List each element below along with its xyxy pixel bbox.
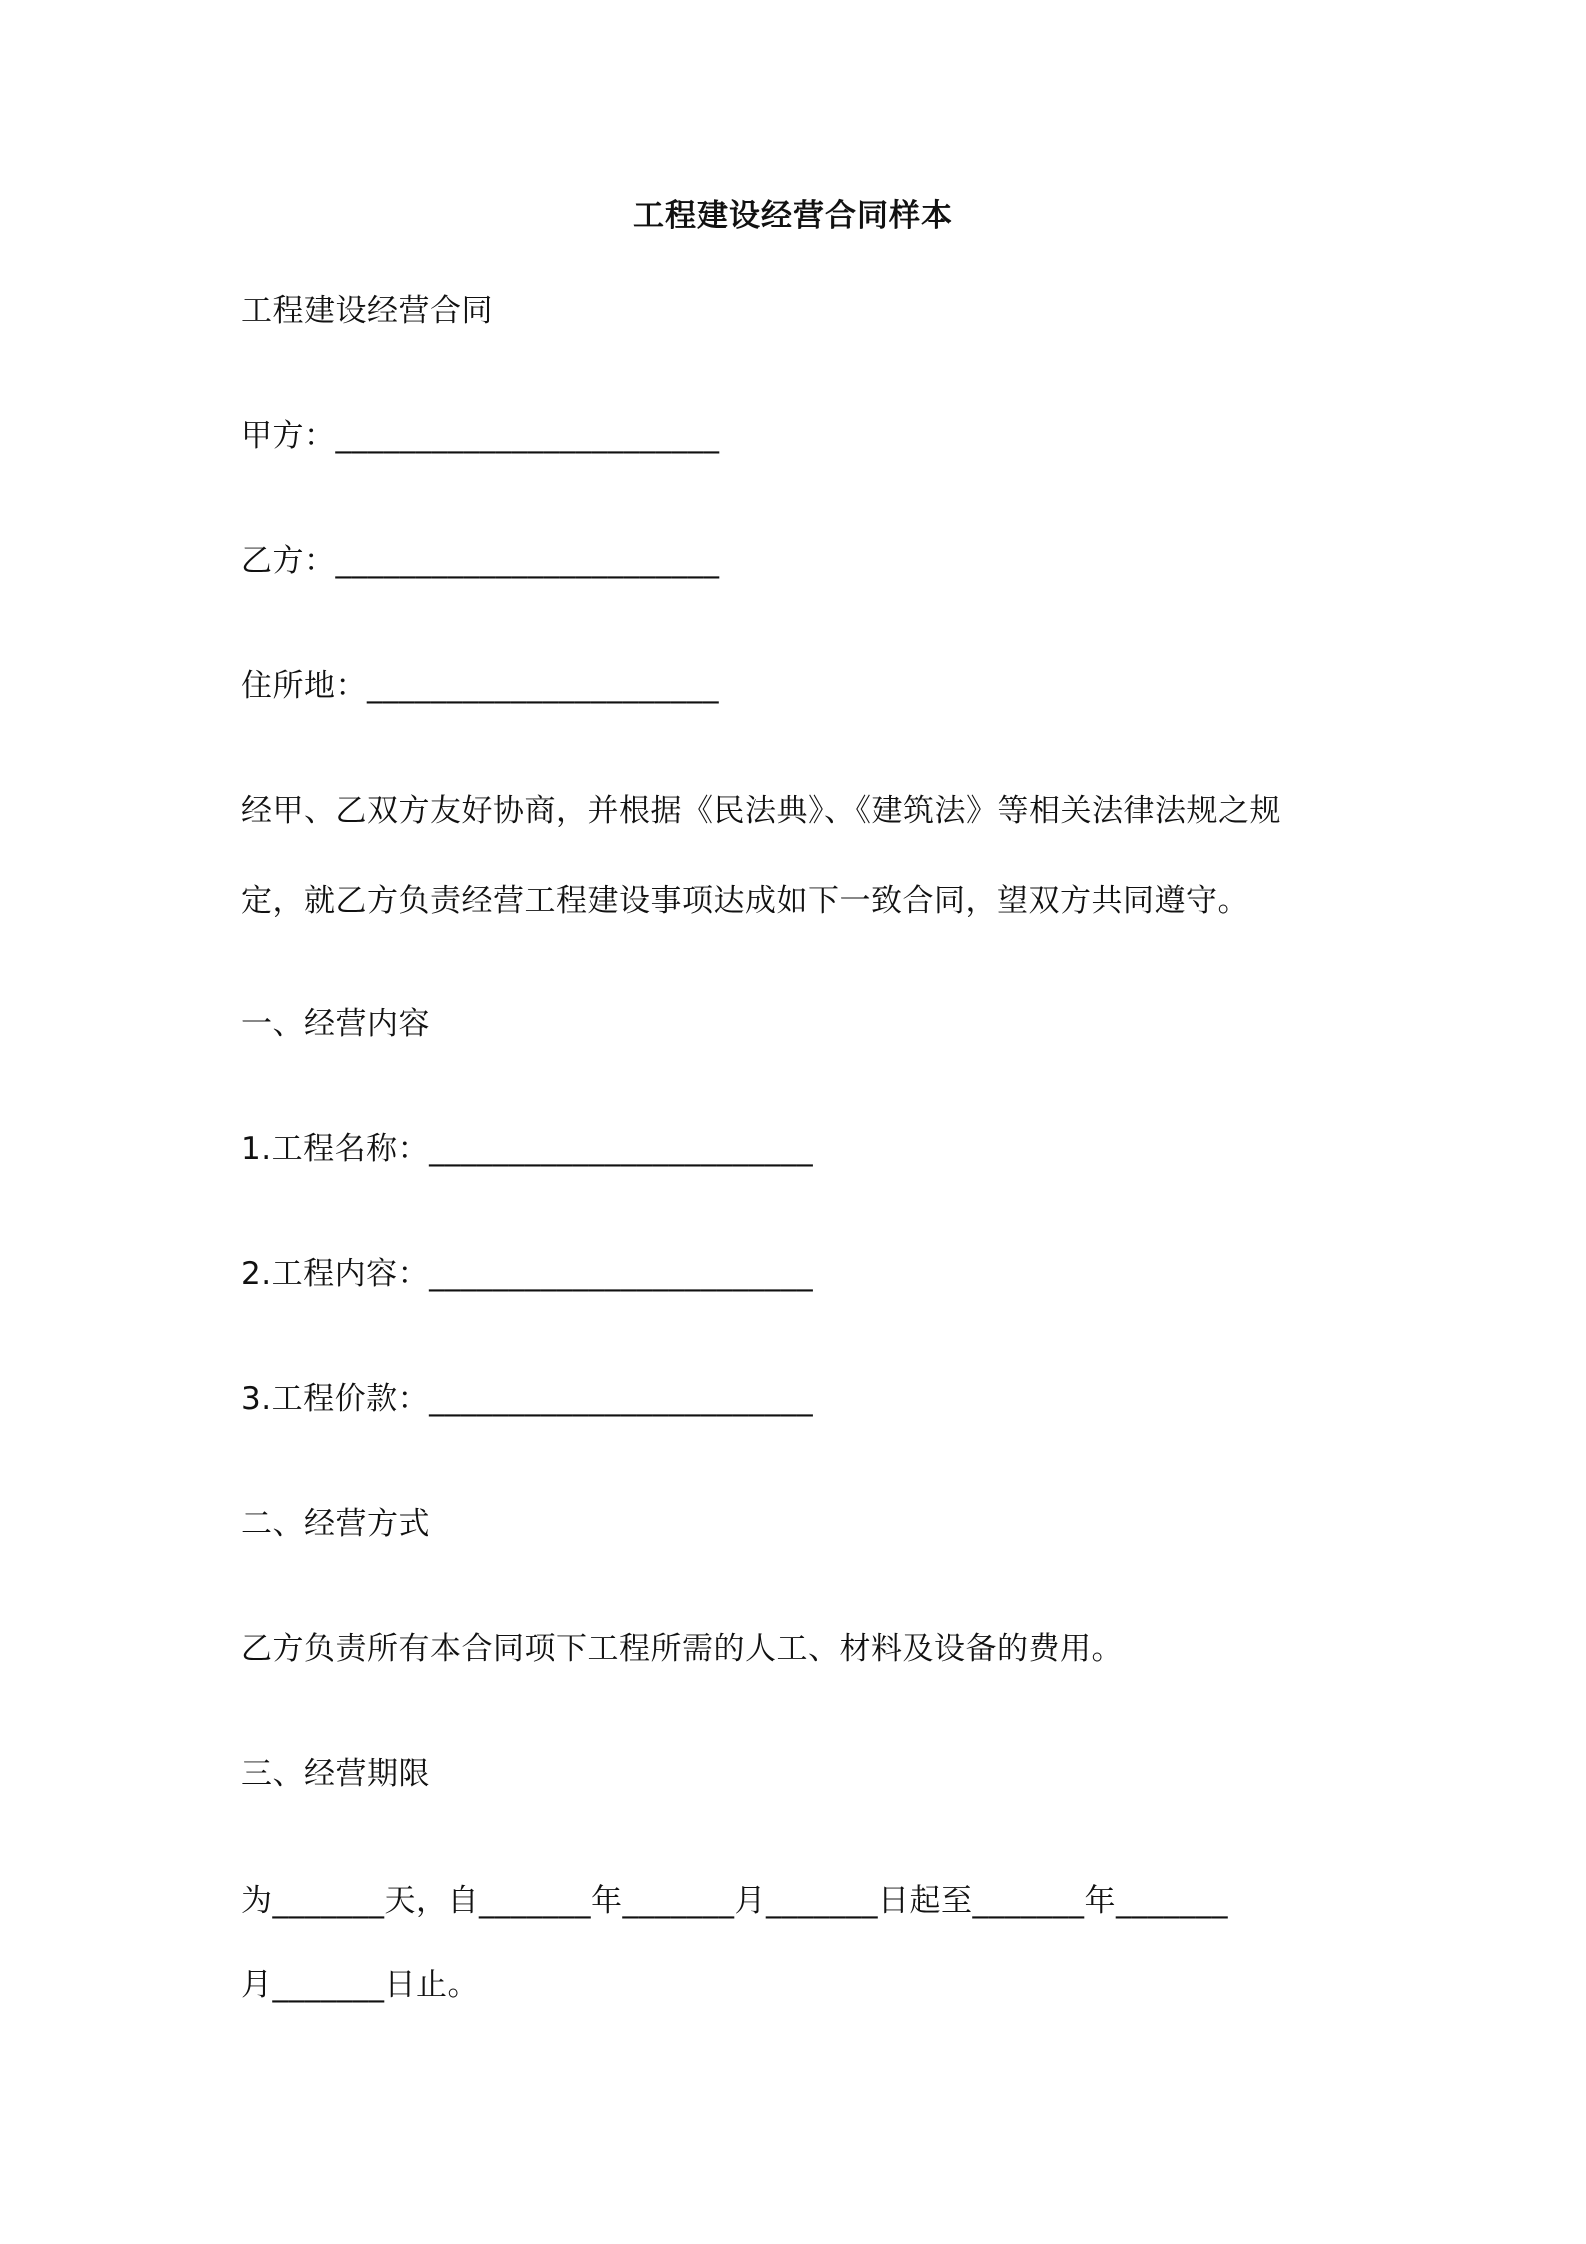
- term-line-2: 月_______日止。: [241, 1967, 479, 2003]
- address-line: 住所地：______________________: [241, 668, 719, 704]
- term-line-1: 为_______天，自_______年_______月_______日起至_______年_______: [241, 1883, 1228, 1919]
- project-name-line: 1.工程名称：________________________: [241, 1131, 814, 1167]
- section-1-heading: 一、经营内容: [241, 1006, 430, 1042]
- project-price-line: 3.工程价款：________________________: [241, 1381, 814, 1417]
- party-b-line: 乙方：________________________: [241, 543, 720, 579]
- section-2-text: 乙方负责所有本合同项下工程所需的人工、材料及设备的费用。: [241, 1631, 1123, 1667]
- section-2-heading: 二、经营方式: [241, 1506, 430, 1542]
- preamble-line-2: 定，就乙方负责经营工程建设事项达成如下一致合同，望双方共同遵守。: [241, 883, 1249, 919]
- section-3-heading: 三、经营期限: [241, 1756, 430, 1792]
- preamble-line-1: 经甲、乙双方友好协商，并根据《民法典》、《建筑法》等相关法律法规之规: [241, 793, 1281, 829]
- party-a-line: 甲方：________________________: [241, 418, 720, 454]
- document-title: 工程建设经营合同样本: [633, 198, 953, 234]
- contract-subtitle: 工程建设经营合同: [241, 293, 493, 329]
- project-content-line: 2.工程内容：________________________: [241, 1256, 814, 1292]
